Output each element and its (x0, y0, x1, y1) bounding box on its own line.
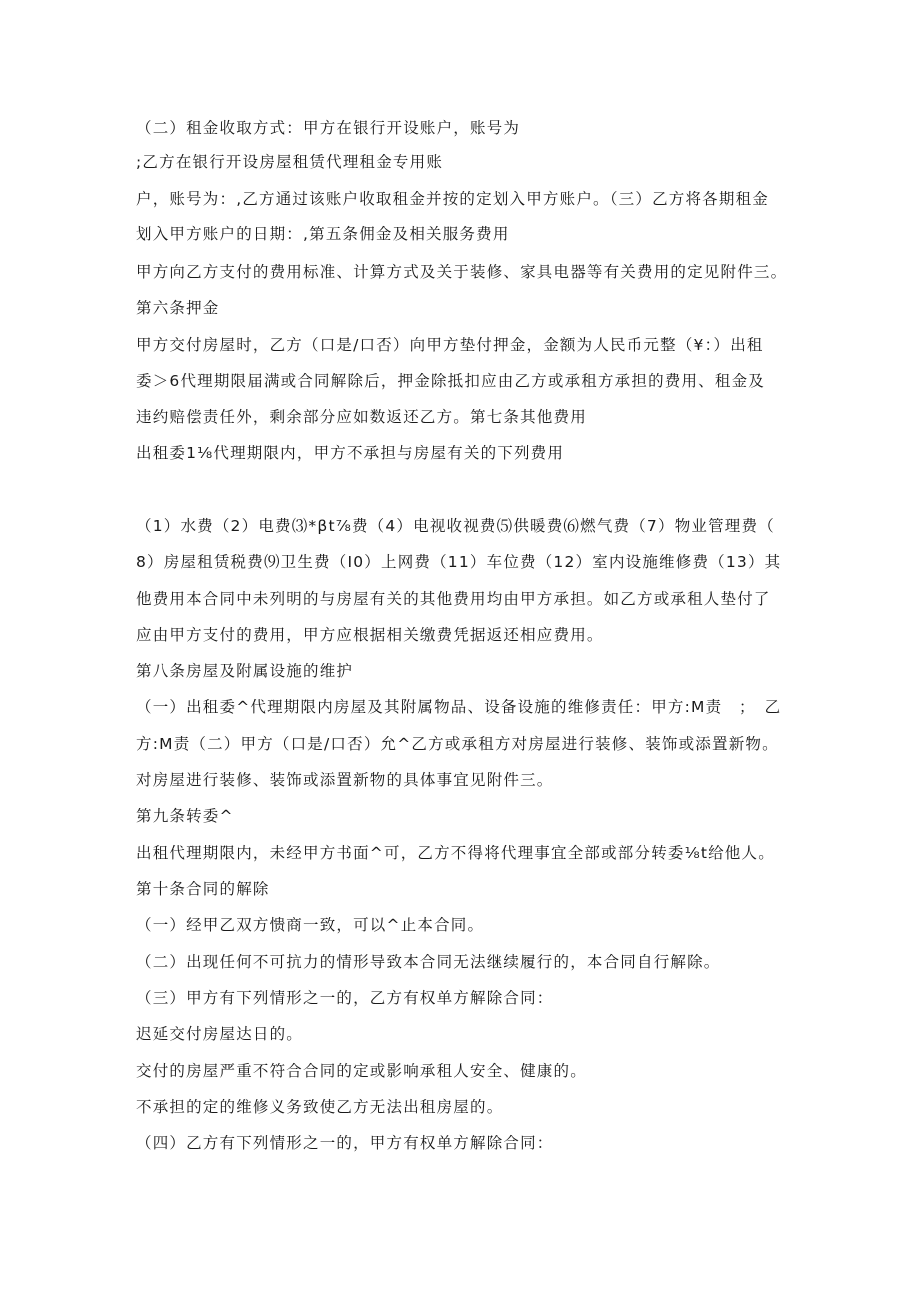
section-heading: 第八条房屋及附属设施的维护 (136, 662, 354, 680)
paragraph-line: ;乙方在银行开设房屋租赁代理租金专用账 (136, 153, 444, 171)
paragraph-line: 不承担的定的维修义务致使乙方无法出租房屋的。 (136, 1098, 504, 1116)
paragraph-line: 甲方交付房屋时，乙方（口是/口否）向甲方垫付押金，金额为人民币元整（¥：）出租 (136, 336, 764, 354)
paragraph-line: 迟延交付房屋达日的。 (136, 1025, 304, 1043)
section-heading: 第九条转委^ (136, 807, 234, 825)
paragraph-line: 户，账号为：,乙方通过该账户收取租金并按的定划入甲方账户。（三）乙方将各期租金 (136, 190, 769, 208)
section-heading: 第六条押金 (136, 299, 220, 317)
paragraph-line: 对房屋进行装修、装饰或添置新物的具体事宜见附件三。 (136, 771, 554, 789)
paragraph-line: （1）水费（2）电费⑶*βt⅞费（4）电视收视费⑸供暖费⑹燃气费（7）物业管理费（ (136, 517, 775, 535)
paragraph-line: （三）甲方有下列情形之一的，乙方有权单方解除合同： (136, 989, 554, 1007)
paragraph-line: 甲方向乙方支付的费用标准、计算方式及关于装修、家具电器等有关费用的定见附件三。 (136, 263, 788, 281)
paragraph-line: 委＞6代理期限届满或合同解除后，押金除抵扣应由乙方或承租方承担的费用、租金及 (136, 372, 765, 390)
paragraph-line: （一）经甲乙双方愦商一致，可以^止本合同。 (136, 916, 485, 934)
paragraph-line: （二）租金收取方式：甲方在银行开设账户，账号为 (136, 119, 521, 137)
paragraph-line: （一）出租委^代理期限内房屋及其附属物品、设备设施的维修责任：甲方:M责 ； 乙 (136, 698, 782, 716)
section-heading: 第十条合同的解除 (136, 880, 270, 898)
paragraph-line: （二）出现任何不可抗力的情形导致本合同无法继续履行的，本合同自行解除。 (136, 953, 721, 971)
paragraph-line: 方:M责（二）甲方（口是/口否）允^乙方或承租方对房屋进行装修、装饰或添置新物。 (136, 735, 779, 753)
paragraph-line: 出租代理期限内，未经甲方书面^可，乙方不得将代理事宜全部或部分转委⅛t给他人。 (136, 844, 775, 862)
paragraph-line: 划入甲方账户的日期：,第五条佣金及相关服务费用 (136, 225, 510, 243)
paragraph-line: 交付的房屋严重不符合合同的定或影响承租人安全、健康的。 (136, 1062, 587, 1080)
paragraph-line: 应由甲方支付的费用，甲方应根据相关缴费凭据返还相应费用。 (136, 626, 604, 644)
paragraph-line: 出租委1⅛代理期限内，甲方不承担与房屋有关的下列费用 (136, 444, 565, 462)
paragraph-line: （四）乙方有下列情形之一的，甲方有权单方解除合同： (136, 1134, 554, 1152)
paragraph-line: 他费用本合同中未列明的与房屋有关的其他费用均由甲方承担。如乙方或承租人垫付了 (136, 590, 771, 608)
paragraph-line: 违约赔偿责任外，剩余部分应如数返还乙方。第七条其他费用 (136, 408, 587, 426)
paragraph-line: 8）房屋租赁税费⑼卫生费（I0）上网费（11）车位费（12）室内设施维修费（13）其 (136, 553, 782, 571)
